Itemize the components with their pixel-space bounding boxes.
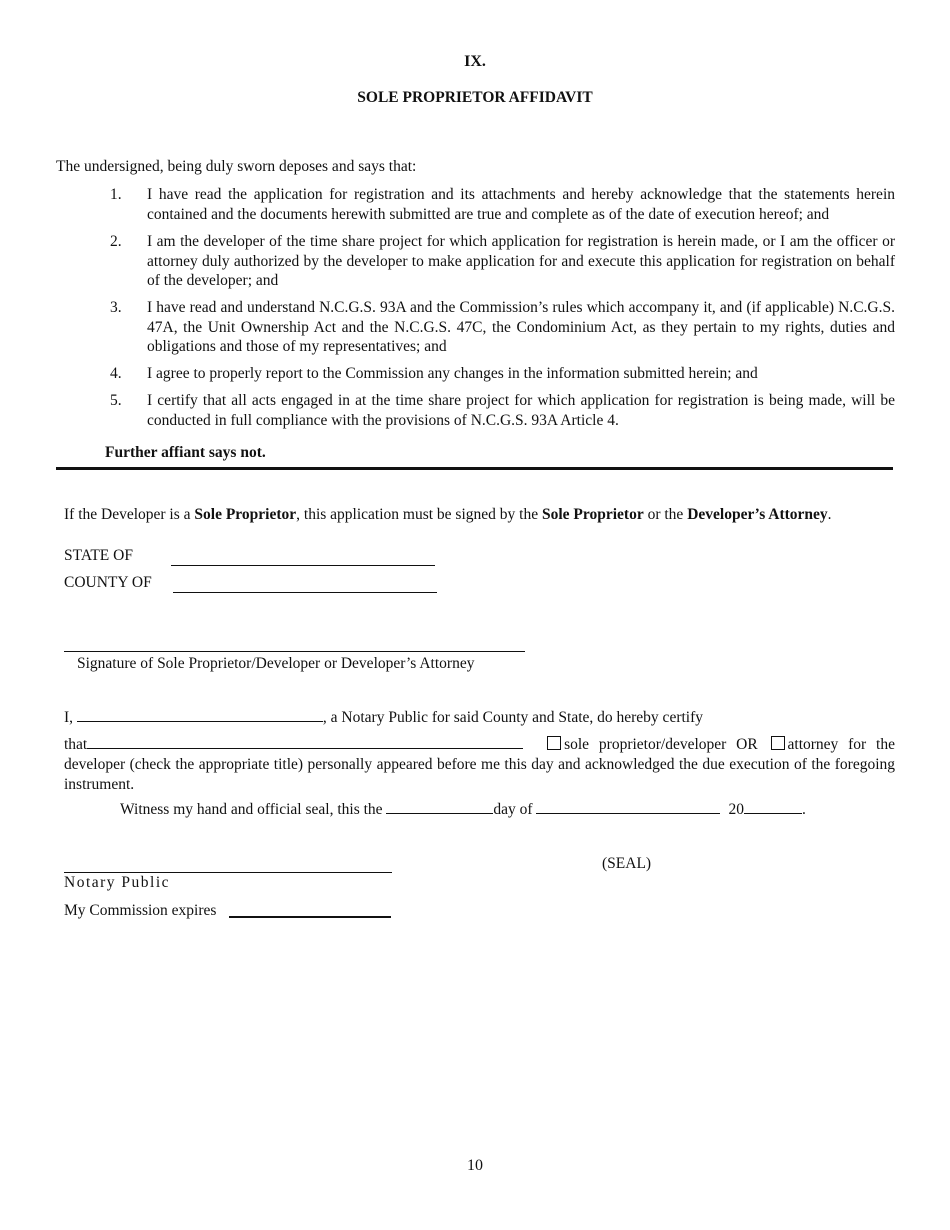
notary-text: .	[801, 801, 806, 818]
state-label: STATE OF	[64, 547, 133, 564]
signature-requirement-note	[64, 506, 832, 524]
list-item-number: 5.	[110, 392, 122, 409]
state-field[interactable]	[171, 565, 435, 566]
commission-expires-label: My Commission expires	[64, 902, 217, 919]
notary-text: 20	[728, 801, 744, 818]
list-item-text: I have read the application for registration and its attachments and hereby acknowledge that the statements herein contained and the documents herewith submitted are true and complete as of the date of execution hereof; and	[147, 186, 895, 223]
notary-text: developer (check the appropriate title) personally appeared before me this day and acknowledged the due execution of the foregoing instrument.	[64, 756, 895, 793]
checkbox-label: attorney for the	[787, 736, 895, 753]
witness-year-field[interactable]	[744, 813, 802, 814]
checkbox-label: sole proprietor/developer OR	[564, 736, 758, 753]
witness-month-field[interactable]	[536, 813, 720, 814]
appearing-party-field[interactable]	[87, 748, 523, 749]
note-emphasis: Sole Proprietor	[194, 506, 297, 523]
notary-appearance-paragraph	[64, 735, 895, 795]
county-label: COUNTY OF	[64, 574, 152, 591]
list-item-text: I am the developer of the time share project for which application for registration is herein made, or I am the officer or attorney duly authorized by the developer to make application for and execute this application for registration on behalf of the developer; and	[147, 233, 895, 289]
seal-label: (SEAL)	[602, 855, 652, 872]
list-item	[110, 185, 895, 224]
witness-line	[120, 801, 806, 819]
notary-text: day of	[493, 801, 537, 818]
attorney-checkbox[interactable]	[771, 736, 785, 750]
note-emphasis: Sole Proprietor	[541, 506, 644, 523]
section-divider	[56, 467, 893, 470]
commission-expires-field[interactable]	[229, 916, 391, 918]
list-item-number: 1.	[110, 186, 122, 203]
list-item	[110, 391, 895, 430]
county-field[interactable]	[173, 592, 437, 593]
notary-text: , a Notary Public for said County and State, do hereby certify	[322, 709, 704, 726]
list-item-text: I agree to properly report to the Commission any changes in the information submitted herein; and	[147, 365, 758, 382]
list-item-text: I have read and understand N.C.G.S. 93A and the Commission’s rules which accompany it, and (if applicable) N.C.G.S. 47A, the Unit Ownership Act and the N.C.G.S. 47C, the Condominium Act, as they pertain to my rights, duties and obligations and those of my representatives; and	[147, 299, 895, 355]
signature-line[interactable]	[64, 651, 525, 652]
note-text: .	[827, 506, 832, 523]
note-text: If the Developer is a	[64, 506, 195, 523]
page-title: SOLE PROPRIETOR AFFIDAVIT	[357, 89, 593, 106]
witness-day-field[interactable]	[386, 813, 493, 814]
affidavit-closing: Further affiant says not.	[105, 444, 266, 461]
notary-text: Witness my hand and official seal, this the	[120, 801, 387, 818]
signature-caption: Signature of Sole Proprietor/Developer or Developer’s Attorney	[77, 655, 475, 672]
list-item-number: 4.	[110, 365, 122, 382]
list-item-number: 3.	[110, 299, 122, 316]
notary-public-label: Notary Public	[64, 874, 171, 891]
notary-signature-line[interactable]	[64, 872, 392, 873]
list-item-number: 2.	[110, 233, 122, 250]
page-number: 10	[467, 1157, 483, 1174]
notary-certify-line	[64, 708, 895, 728]
notary-text: I,	[64, 709, 77, 726]
notary-text: that	[64, 736, 88, 753]
list-item	[110, 232, 895, 291]
list-item	[110, 298, 895, 357]
note-emphasis: Developer’s Attorney	[687, 506, 828, 523]
section-number: IX.	[464, 53, 486, 70]
sole-proprietor-checkbox[interactable]	[547, 736, 561, 750]
list-item	[110, 364, 895, 384]
notary-name-field[interactable]	[77, 721, 323, 722]
list-item-text: I certify that all acts engaged in at the time share project for which application for registration is being made, will be conducted in full compliance with the provisions of N.C.G.S. 93A Article 4.	[147, 392, 895, 429]
note-text: , this application must be signed by the	[296, 506, 542, 523]
note-text: or the	[643, 506, 688, 523]
affidavit-intro: The undersigned, being duly sworn deposes and says that:	[56, 158, 417, 175]
